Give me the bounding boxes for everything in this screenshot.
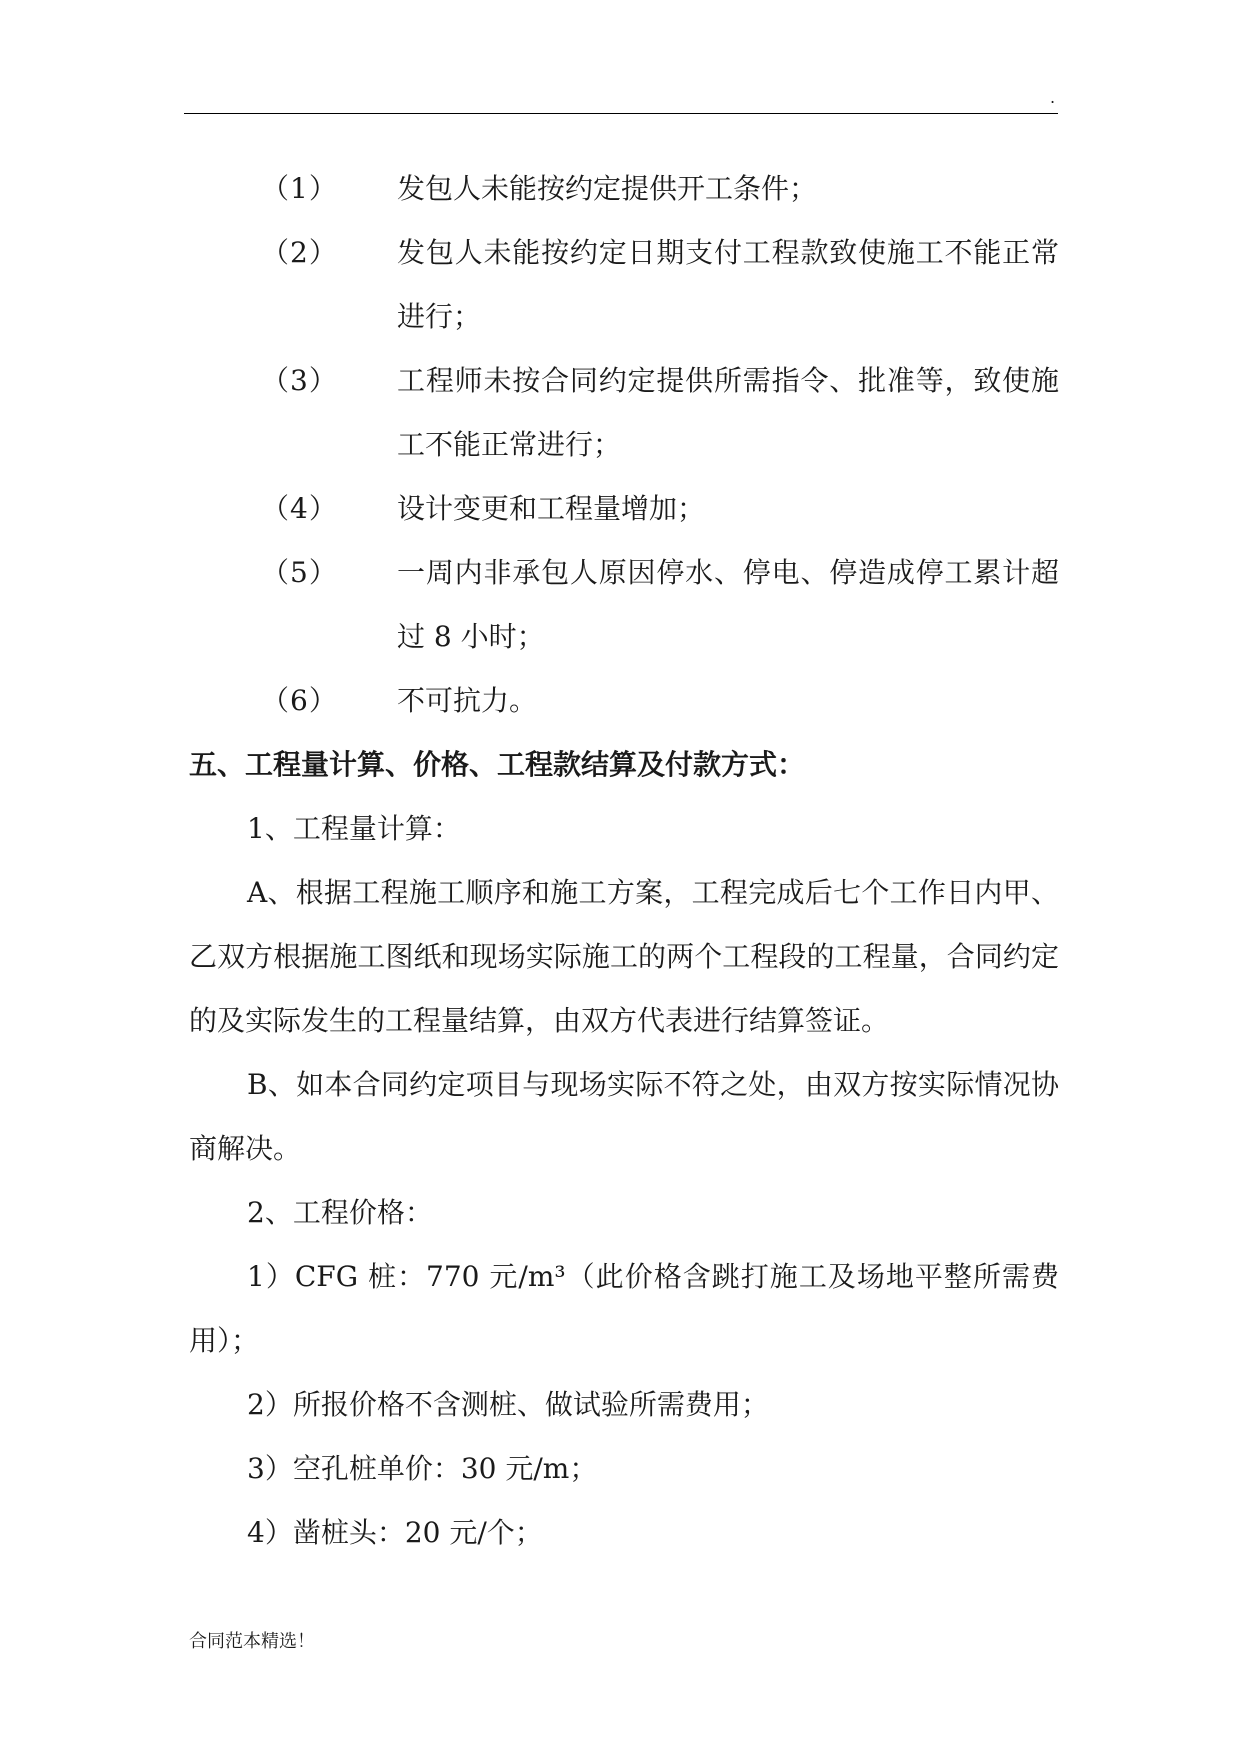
paragraph-a: A、根据工程施工顺序和施工方案，工程完成后七个工作日内甲、乙双方根据施工图纸和现场实际施工的两个工程段的工程量，合同约定的及实际发生的工程量结算，由双方代表进行结算签证。 (189, 876, 1059, 1037)
price-item: 2）所报价格不含测桩、做试验所需费用； (247, 1388, 769, 1421)
subsection-title: 1、工程量计算： (247, 812, 461, 845)
header-mark: . (1050, 88, 1056, 107)
list-item-number: （5） (261, 556, 338, 589)
list-item (189, 477, 1059, 541)
list-item-text: 不可抗力。 (397, 684, 538, 717)
list-item-text: 工程师未按合同约定提供所需指令、批准等，致使施工不能正常进行； (397, 364, 1059, 461)
document-body (189, 157, 1059, 1565)
price-item: 1）CFG 桩：770 元/m³（此价格含跳打施工及场地平整所需费用）； (189, 1260, 1059, 1357)
price-item: 3）空孔桩单价：30 元/m； (247, 1452, 598, 1485)
price-item: 4）凿桩头：20 元/个； (247, 1516, 543, 1549)
header-rule (184, 113, 1058, 114)
list-item (189, 157, 1059, 221)
list-item (189, 669, 1059, 733)
list-item-text: 发包人未能按约定日期支付工程款致使施工不能正常进行； (397, 236, 1059, 333)
list-item-number: （2） (261, 236, 338, 269)
list-item-number: （6） (261, 684, 338, 717)
list-item-text: 设计变更和工程量增加； (397, 492, 706, 525)
list-item-number: （4） (261, 492, 338, 525)
list-item (189, 221, 1059, 349)
subsection-title: 2、工程价格： (247, 1196, 433, 1229)
list-item-number: （1） (261, 172, 338, 205)
list-item-number: （3） (261, 364, 338, 397)
paragraph-b: B、如本合同约定项目与现场实际不符之处，由双方按实际情况协商解决。 (189, 1068, 1059, 1165)
list-item-text: 发包人未能按约定提供开工条件； (397, 172, 818, 205)
list-item (189, 349, 1059, 477)
section-heading: 五、工程量计算、价格、工程款结算及付款方式： (189, 748, 806, 781)
list-item-text: 一周内非承包人原因停水、停电、停造成停工累计超过 8 小时； (397, 556, 1059, 653)
list-item (189, 541, 1059, 669)
footer-text: 合同范本精选！ (189, 1631, 315, 1652)
